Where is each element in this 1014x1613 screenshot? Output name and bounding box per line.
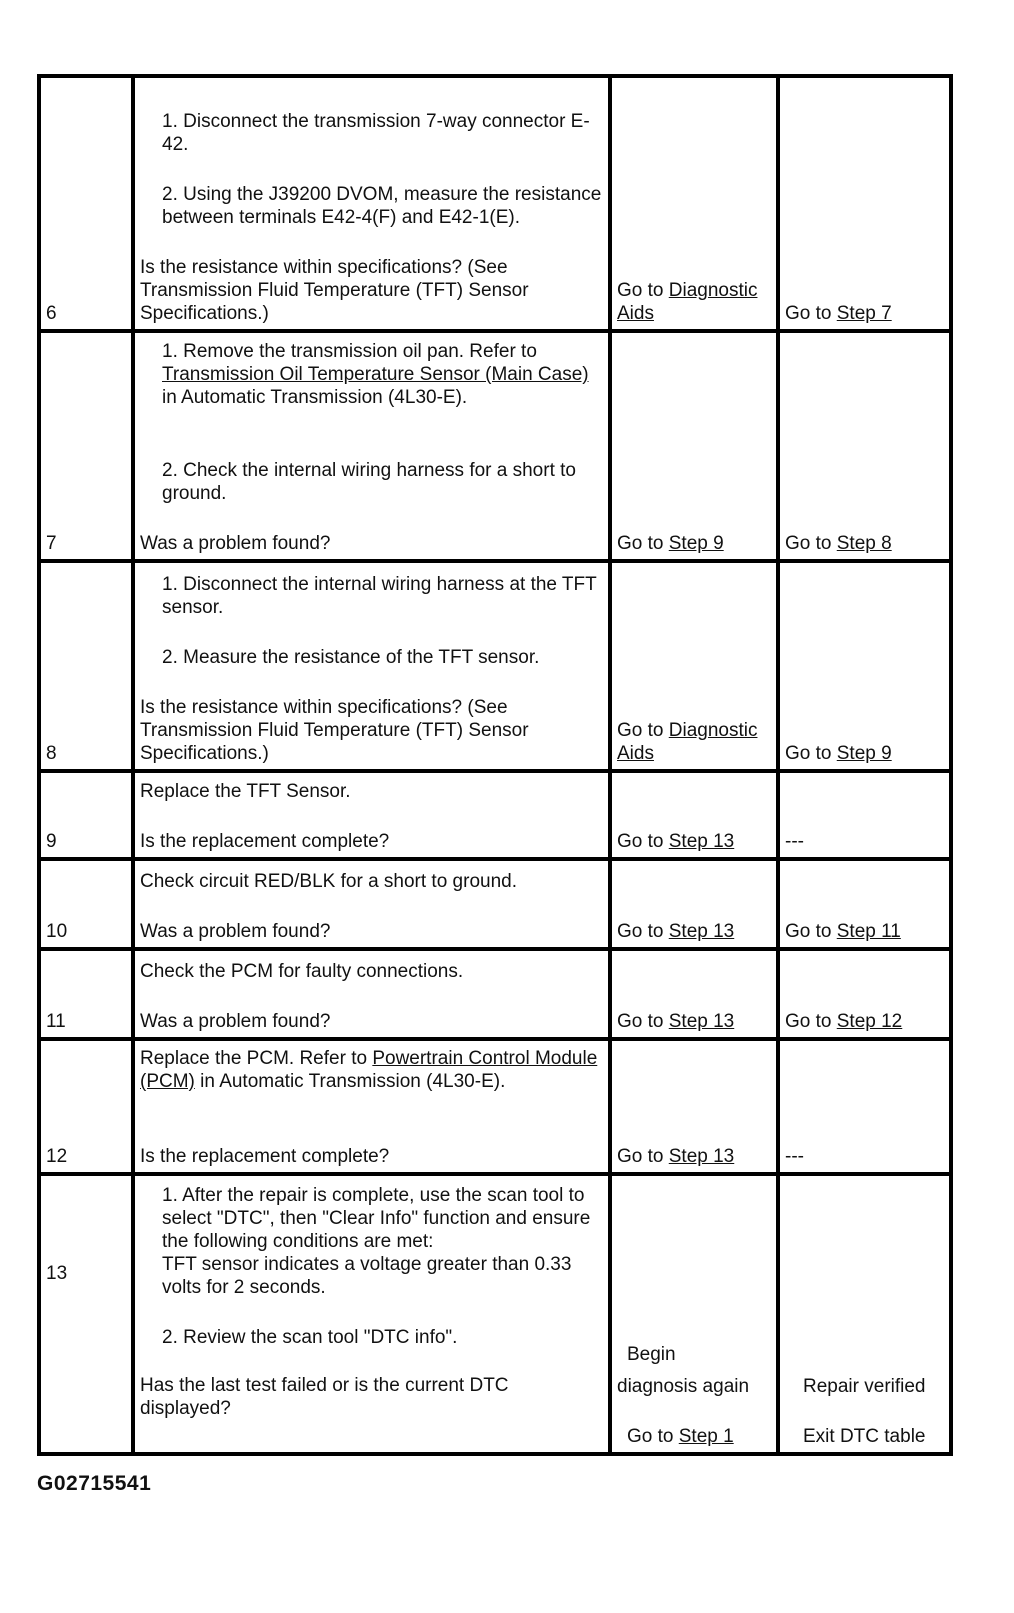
no-cell (778, 859, 951, 949)
go-to-label: Go to (785, 921, 837, 942)
sub-step: 2. Check the internal wiring harness for a short to ground. (162, 460, 576, 504)
action-cell (133, 76, 610, 331)
no-cell (778, 331, 951, 561)
sub-step: 1. Disconnect the transmission 7-way connector E-42. (162, 111, 590, 155)
yes-cell (610, 949, 778, 1039)
yes-cell (610, 76, 778, 331)
sub-step-condition: TFT sensor indicates a voltage greater than 0.33 volts for 2 seconds. (162, 1254, 572, 1298)
no-cell (778, 949, 951, 1039)
go-to-label: Go to (785, 743, 837, 764)
step-11-link[interactable]: Step 11 (836, 921, 901, 942)
go-to-label: Go to (617, 280, 669, 301)
sub-step-text: in Automatic Transmission (4L30-E). (162, 387, 468, 408)
tft-sensor-main-case-link[interactable]: Transmission Oil Temperature Sensor (Main Case) (162, 364, 589, 385)
step-number: 6 (39, 76, 133, 331)
go-to-step-1 (617, 1425, 772, 1448)
table-row-step-12 (39, 1039, 951, 1174)
question-text: Is the replacement complete? (140, 831, 390, 852)
question-text: Is the replacement complete? (140, 1146, 390, 1167)
step-13-link[interactable]: Step 13 (668, 831, 735, 852)
step-9-link[interactable]: Step 9 (836, 743, 892, 764)
table-row-step-8 (39, 561, 951, 771)
yes-cell (610, 1039, 778, 1174)
action-cell (133, 949, 610, 1039)
go-to-label: Go to (627, 1426, 679, 1447)
question-text: Was a problem found? (140, 1011, 331, 1032)
step-number: 12 (39, 1039, 133, 1174)
table-row-step-6 (39, 76, 951, 331)
table-row-step-13 (39, 1174, 951, 1454)
step-number: 13 (39, 1174, 133, 1454)
yes-cell (610, 771, 778, 859)
yes-cell (610, 331, 778, 561)
sub-step: 2. Measure the resistance of the TFT sensor. (162, 647, 540, 668)
step-13-link[interactable]: Step 13 (668, 921, 735, 942)
table-row-step-7 (39, 331, 951, 561)
action-text: Check the PCM for faulty connections. (140, 961, 464, 982)
action-cell (133, 859, 610, 949)
sub-step: 1. After the repair is complete, use the scan tool to select "DTC", then "Clear Info" function and ensure the following conditions are met: (162, 1185, 591, 1252)
go-to-label: Go to (785, 533, 837, 554)
step-13-link[interactable]: Step 13 (668, 1011, 735, 1032)
step-13-link[interactable]: Step 13 (668, 1146, 735, 1167)
step-number: 10 (39, 859, 133, 949)
action-text-part: Replace the PCM. Refer to (140, 1048, 373, 1069)
action-text: Replace the TFT Sensor. (140, 781, 351, 802)
no-cell (778, 76, 951, 331)
sub-step: 1. Disconnect the internal wiring harness at the TFT sensor. (162, 574, 597, 618)
go-to-label: Go to (617, 1146, 669, 1167)
go-to-label: Go to (785, 1011, 837, 1032)
action-text-part: in Automatic Transmission (4L30-E). (194, 1071, 506, 1092)
begin-label: Begin (627, 1344, 676, 1365)
step-8-link[interactable]: Step 8 (836, 533, 892, 554)
action-cell (133, 1174, 610, 1454)
no-cell (778, 1174, 951, 1454)
diagnostic-aids-link[interactable]: Diagnostic Aids (617, 720, 758, 764)
yes-cell (610, 561, 778, 771)
action-cell (133, 1039, 610, 1174)
dtc-diagnostic-table (37, 74, 953, 1456)
action-cell (133, 561, 610, 771)
step-1-link[interactable]: Step 1 (678, 1426, 734, 1447)
action-text (140, 1047, 604, 1093)
no-cell-empty: --- (778, 1039, 951, 1174)
yes-cell (610, 1174, 778, 1454)
table-row-step-11 (39, 949, 951, 1039)
sub-step: 2. Using the J39200 DVOM, measure the resistance between terminals E42-4(F) and E42-1(E). (162, 184, 602, 228)
go-to-label: Go to (617, 1011, 669, 1032)
go-to-label: Go to (785, 303, 837, 324)
action-cell (133, 331, 610, 561)
step-7-link[interactable]: Step 7 (836, 303, 892, 324)
step-12-link[interactable]: Step 12 (836, 1011, 903, 1032)
sub-step-text: 1. Remove the transmission oil pan. Refer to (162, 341, 537, 362)
action-text: Check circuit RED/BLK for a short to ground. (140, 871, 517, 892)
question-text: Was a problem found? (140, 921, 331, 942)
diagnosis-again-label: diagnosis again (617, 1376, 750, 1397)
repair-verified-label: Repair verified (803, 1376, 926, 1397)
question-text: Was a problem found? (140, 533, 331, 554)
step-9-link[interactable]: Step 9 (668, 533, 724, 554)
table-row-step-9 (39, 771, 951, 859)
table-row-step-10 (39, 859, 951, 949)
no-cell (778, 561, 951, 771)
diagnostic-aids-link[interactable]: Diagnostic Aids (617, 280, 758, 324)
step-number: 8 (39, 561, 133, 771)
go-to-label: Go to (617, 533, 669, 554)
yes-cell (610, 859, 778, 949)
step-number: 7 (39, 331, 133, 561)
no-cell-empty: --- (778, 771, 951, 859)
step-number: 11 (39, 949, 133, 1039)
go-to-label: Go to (617, 921, 669, 942)
go-to-label: Go to (617, 831, 669, 852)
sub-step (140, 340, 604, 409)
action-cell (133, 771, 610, 859)
exit-dtc-table-label: Exit DTC table (803, 1426, 926, 1447)
pcm-link[interactable]: Powertrain Control Module (PCM) (140, 1048, 598, 1092)
question-text: Is the resistance within specifications? (See Transmission Fluid Temperature (TFT) Sensor Specifications.) (140, 257, 529, 324)
sub-step: 2. Review the scan tool "DTC info". (162, 1327, 458, 1348)
figure-code: G02715541 (37, 1472, 152, 1495)
question-text: Has the last test failed or is the current DTC displayed? (140, 1375, 509, 1419)
step-number: 9 (39, 771, 133, 859)
go-to-label: Go to (617, 720, 669, 741)
question-text: Is the resistance within specifications? (See Transmission Fluid Temperature (TFT) Sensor Specifications.) (140, 697, 529, 764)
